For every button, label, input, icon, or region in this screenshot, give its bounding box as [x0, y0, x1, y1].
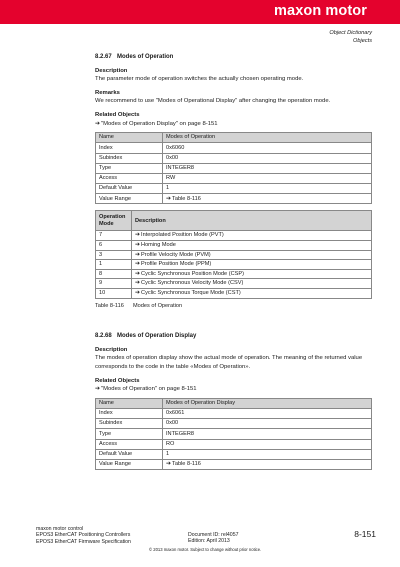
table-row — [96, 260, 372, 270]
table-row — [96, 250, 372, 260]
mode-description: Profile Position Mode (PPM) — [141, 261, 212, 268]
mode-description: Cyclic Synchronous Torque Mode (CST) — [141, 290, 241, 297]
property-key: Subindex — [96, 153, 163, 163]
page-number: 8-151 — [354, 529, 376, 539]
table-row — [96, 163, 372, 173]
properties-table — [95, 132, 372, 204]
property-key: Type — [96, 429, 163, 439]
mode-code: 9 — [96, 279, 132, 289]
description-text: The parameter mode of operation switches the actually chosen operating mode. — [95, 76, 304, 83]
section-title: Modes of Operation Display — [117, 333, 197, 340]
property-key: Index — [96, 408, 163, 418]
related-objects-label: Related Objects — [95, 377, 140, 384]
properties-table — [95, 398, 372, 470]
footer-product: EPOS3 EtherCAT Positioning Controllers — [36, 532, 131, 539]
related-object-text: "Modes of Operation" on page 8-151 — [101, 386, 197, 393]
arrow-right-icon: ➔ — [135, 232, 141, 239]
related-object-text: "Modes of Operation Display" on page 8-151 — [101, 120, 218, 127]
property-key: Index — [96, 143, 163, 153]
arrow-right-icon: ➔ — [135, 261, 141, 268]
caption-text: Modes of Operation — [133, 302, 183, 309]
column-header-description: Description — [132, 211, 372, 231]
header-bar — [0, 0, 400, 24]
mode-link[interactable] — [132, 260, 372, 270]
mode-link[interactable] — [132, 231, 372, 241]
mode-description: Cyclic Synchronous Velocity Mode (CSV) — [141, 280, 244, 287]
arrow-right-icon: ➔ — [135, 242, 141, 249]
section-heading — [95, 53, 372, 62]
section-heading — [95, 332, 372, 341]
mode-description: Profile Velocity Mode (PVM) — [141, 251, 211, 258]
table-row — [96, 143, 372, 153]
description-label: Description — [95, 346, 128, 353]
related-object-link[interactable] — [95, 120, 372, 129]
table-row — [96, 439, 372, 449]
property-value: Table 8-116 — [172, 461, 201, 468]
value-range-link[interactable] — [163, 194, 372, 204]
section-header — [329, 29, 372, 45]
table-row — [96, 269, 372, 279]
table-row — [96, 173, 372, 183]
arrow-right-icon: ➔ — [166, 195, 172, 202]
mode-code: 8 — [96, 269, 132, 279]
property-value: INTEGER8 — [163, 429, 372, 439]
footer-middle — [188, 532, 288, 545]
footer-left — [36, 526, 166, 545]
footer-company: maxon motor control — [36, 526, 84, 532]
section-header-line1: Object Dictionary — [329, 30, 372, 36]
property-value: 0x00 — [163, 153, 372, 163]
caption-label: Table 8-116 — [95, 302, 124, 309]
related-objects-label: Related Objects — [95, 111, 140, 118]
property-key: Type — [96, 163, 163, 173]
property-value: INTEGER8 — [163, 163, 372, 173]
property-value: Table 8-116 — [172, 195, 201, 202]
table-row — [96, 429, 372, 439]
table-row — [96, 289, 372, 299]
table-row — [96, 194, 372, 204]
property-key: Default Value — [96, 449, 163, 459]
mode-code: 10 — [96, 289, 132, 299]
mode-description: Homing Mode — [141, 242, 176, 249]
arrow-right-icon: ➔ — [135, 251, 141, 258]
property-key: Value Range — [96, 194, 163, 204]
description-text: The modes of operation display show the actual mode of operation. The meaning of the returned value corresponds to the code in the table «Modes of Operation». — [95, 355, 363, 370]
mode-description: Interpolated Position Mode (PVT) — [141, 232, 224, 239]
property-value: Modes of Operation — [163, 133, 372, 143]
property-value: 0x00 — [163, 419, 372, 429]
modes-table — [95, 210, 372, 298]
table-row — [96, 184, 372, 194]
property-key: Default Value — [96, 184, 163, 194]
footer-edition: Edition: April 2013 — [188, 538, 230, 545]
arrow-right-icon: ➔ — [95, 120, 101, 127]
table-row — [96, 231, 372, 241]
table-row — [96, 419, 372, 429]
column-header-mode: Operation Mode — [96, 211, 132, 231]
property-key: Access — [96, 439, 163, 449]
mode-description: Cyclic Synchronous Position Mode (CSP) — [141, 270, 244, 277]
mode-code: 7 — [96, 231, 132, 241]
brand-logo: maxon motor — [274, 3, 367, 19]
table-row — [96, 449, 372, 459]
section-header-line2: Objects — [353, 38, 372, 44]
arrow-right-icon: ➔ — [135, 290, 141, 297]
table-caption — [95, 302, 372, 311]
table-row — [96, 241, 372, 251]
value-range-link[interactable] — [163, 459, 372, 469]
property-key: Name — [96, 398, 163, 408]
property-key: Access — [96, 173, 163, 183]
arrow-right-icon: ➔ — [95, 386, 101, 393]
property-value: RW — [163, 173, 372, 183]
mode-link[interactable] — [132, 289, 372, 299]
mode-code: 6 — [96, 241, 132, 251]
mode-code: 1 — [96, 260, 132, 270]
table-row — [96, 459, 372, 469]
footer-document-id: Document ID: rel4057 — [188, 532, 239, 538]
section-title: Modes of Operation — [117, 54, 174, 60]
remarks-text: We recommend to use "Modes of Operational Display" after changing the operation mode. — [95, 98, 331, 105]
table-header-row — [96, 211, 372, 231]
table-row — [96, 398, 372, 408]
property-key: Subindex — [96, 419, 163, 429]
section-number: 8.2.67 — [95, 54, 112, 60]
property-key: Value Range — [96, 459, 163, 469]
mode-link[interactable] — [132, 250, 372, 260]
property-value: RO — [163, 439, 372, 449]
related-object-link[interactable] — [95, 385, 372, 394]
mode-link[interactable] — [132, 279, 372, 289]
arrow-right-icon: ➔ — [166, 461, 172, 468]
description-label: Description — [95, 67, 128, 74]
property-value: 1 — [163, 184, 372, 194]
mode-link[interactable] — [132, 241, 372, 251]
mode-link[interactable] — [132, 269, 372, 279]
page-content — [95, 53, 372, 470]
property-value: 0x6061 — [163, 408, 372, 418]
table-row — [96, 408, 372, 418]
arrow-right-icon: ➔ — [135, 270, 141, 277]
property-value: 0x6060 — [163, 143, 372, 153]
arrow-right-icon: ➔ — [135, 280, 141, 287]
property-key: Name — [96, 133, 163, 143]
mode-code: 3 — [96, 250, 132, 260]
footer-copyright: © 2013 maxon motor. Subject to change without prior notice. — [149, 547, 262, 552]
property-value: 1 — [163, 449, 372, 459]
section-number: 8.2.68 — [95, 333, 112, 340]
table-row — [96, 279, 372, 289]
footer-document: EPOS3 EtherCAT Firmware Specification — [36, 538, 131, 545]
property-value: Modes of Operation Display — [163, 398, 372, 408]
remarks-label: Remarks — [95, 89, 120, 96]
table-row — [96, 133, 372, 143]
table-row — [96, 153, 372, 163]
